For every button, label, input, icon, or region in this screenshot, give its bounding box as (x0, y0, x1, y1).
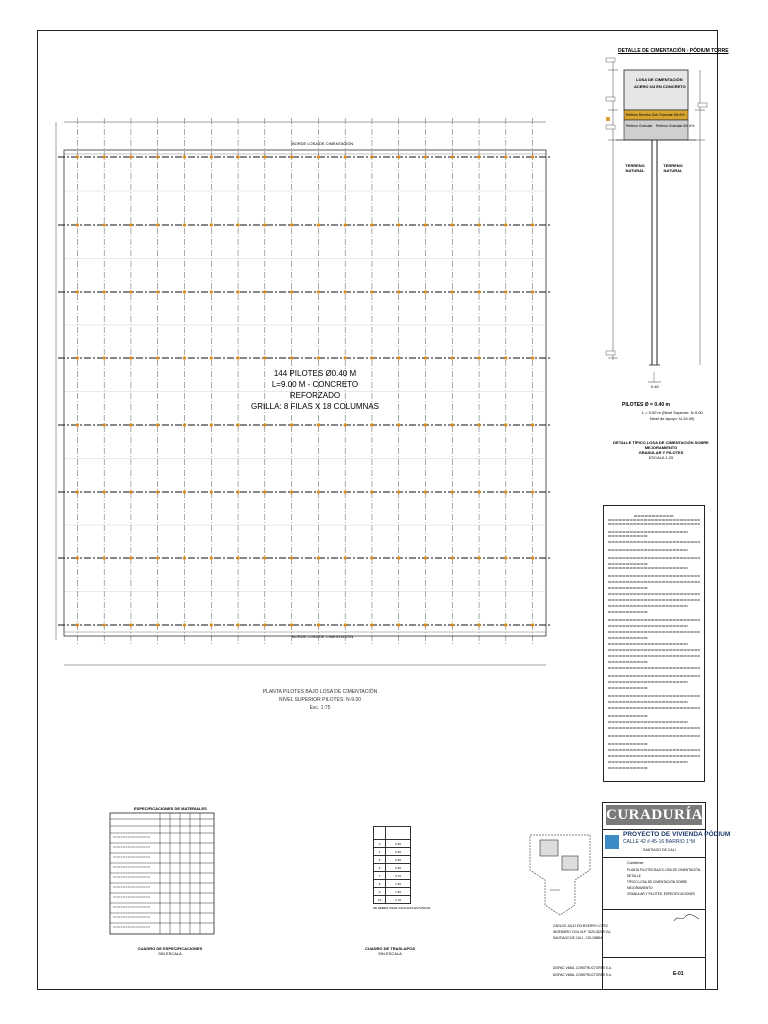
spec-caption-scale: SIN ESCALA (158, 951, 182, 956)
sheet-code: E-01 (673, 971, 684, 977)
company-lines (553, 965, 612, 979)
detail-fill-label-3: Relleno Granular 60t 6% (656, 124, 695, 128)
engineer-name: CARLOS JULIO ECHEVERRY LOPEZ (553, 924, 608, 928)
lap-length: 1.40 (386, 888, 411, 896)
content-line-2: TÍPICO LOSA DE CIMENTACIÓN SOBRE MEJORAMIENTO (627, 880, 688, 890)
plan-center-line-2: L=9.00 M - CONCRETO REFORZADO (271, 380, 359, 400)
lap-bar-number: 10 (374, 896, 386, 904)
detail-title: DETALLE DE CIMENTACIÓN - PÓDIUM TORRE (618, 48, 729, 54)
engineer-license: INGENIERO CIVIL M.P. 7620-26219 VLL (553, 930, 612, 934)
detail-soil-left: TERRENO NATURAL (625, 163, 645, 173)
spec-table-title: ESPECIFICACIONES DE MATERIALES (134, 806, 207, 811)
lap-bar-number: 9 (374, 888, 386, 896)
company-1: DISPAC VIMAL CONSTRUCTORES S.A. (553, 966, 612, 970)
detail-slab-label-1: LOSA DE CIMENTACIÓN (636, 77, 683, 82)
project-city: SANTIAGO DE CALI (643, 848, 676, 852)
detail-caption-title-1: DETALLE TÍPICO LOSA DE CIMENTACIÓN SOBRE MEJORAMIENTO (613, 440, 709, 450)
plan-center-line-3: GRILLA: 8 FILAS X 18 COLUMNAS (250, 402, 380, 411)
engineer-city: SANTIAGO DE CALI - COLOMBIA (553, 936, 603, 940)
lap-length: 0.40 (386, 848, 411, 856)
plan-top-edge-label: BORDE LOSA DE CIMENTACIÓN (292, 141, 354, 146)
lap-caption-title: CUADRO DE TRASLAPOS (364, 946, 415, 951)
lap-bar-number: 4 (374, 848, 386, 856)
detail-caption-title-2: GRANULAR Y PILOTES (638, 450, 684, 455)
plan-caption-scale: Esc. 1:75 (309, 705, 331, 711)
curaduria-logo: CURADURÍA (606, 807, 703, 823)
plan-caption-sub: NIVEL SUPERIOR PILOTES: N-9.00 (278, 697, 362, 703)
plan-bottom-edge-label: BORDE LOSA DE CIMENTACIÓN (292, 634, 354, 639)
project-row (603, 829, 731, 858)
lap-bar-number: 5 (374, 856, 386, 864)
signature (673, 913, 701, 923)
lap-bar-number: 6 (374, 864, 386, 872)
lap-length: 1.70 (386, 896, 411, 904)
spec-caption-title: CUADRO DE ESPECIFICACIONES (137, 946, 203, 951)
detail-soil-right: TERRENO NATURAL (663, 163, 683, 173)
lap-length: 1.20 (386, 880, 411, 888)
company-2: DISPAC VIMAL CONSTRUCTORES S.A. (553, 973, 612, 977)
project-title-2: CALLE 42 # 45-16 BARRIO 1°M (623, 839, 696, 845)
lap-length: 0.60 (386, 864, 411, 872)
plan-caption-title: PLANTA PILOTES BAJO LOSA DE CIMENTACIÓN (262, 689, 378, 695)
detail-fill-label-2: Relleno Granular (626, 124, 653, 128)
plan-center-line-1: 144 PILOTES Ø0.40 M (273, 369, 357, 378)
detail-pile-diameter: 0.40 (651, 384, 659, 389)
developer-logo (605, 835, 619, 849)
content-line-1: PLANTA PILOTES BAJO LOSA DE CIMENTACIÓN, DETALLE (627, 868, 701, 878)
engineer-row (553, 909, 705, 958)
project-title-1: PROYECTO DE VIVIENDA PÓDIUM (623, 831, 731, 838)
lap-length: 0.50 (386, 856, 411, 864)
detail-pile-spec: PILOTES Ø = 0.40 m (622, 402, 670, 408)
lap-bar-number: 8 (374, 880, 386, 888)
title-block (553, 802, 731, 990)
lap-bar-number: 7 (374, 872, 386, 880)
detail-pile-support: Nivel de Apoyo: N-15.00) (650, 416, 695, 421)
detail-fill-label-1: Relleno Recebo Sub Granular 60t 6% (626, 113, 685, 117)
lap-length: 0.30 (386, 840, 411, 848)
engineer-lines (553, 923, 611, 941)
lap-bar-number: 3 (374, 840, 386, 848)
detail-slab-label-2: ACERO 3/4 EN CONCRETO (634, 84, 686, 89)
title-block-header (603, 803, 705, 830)
content-label: Contiene: (627, 860, 645, 865)
content-line-3: GRANULAR Y PILOTES, ESPECIFICACIONES (627, 892, 695, 896)
content-lines (627, 867, 705, 897)
lap-length: 0.70 (386, 872, 411, 880)
detail-caption-scale: ESCALA 1:25 (648, 455, 674, 460)
detail-pile-length: L = 9.00 m (Nivel Superior: N-9.00 (642, 410, 703, 415)
content-row (603, 857, 705, 910)
lap-table-footer: SE DEBEN USAR GANCHOS ESTÁNDAR (373, 906, 431, 910)
lap-caption-scale: SIN ESCALA (378, 951, 402, 956)
